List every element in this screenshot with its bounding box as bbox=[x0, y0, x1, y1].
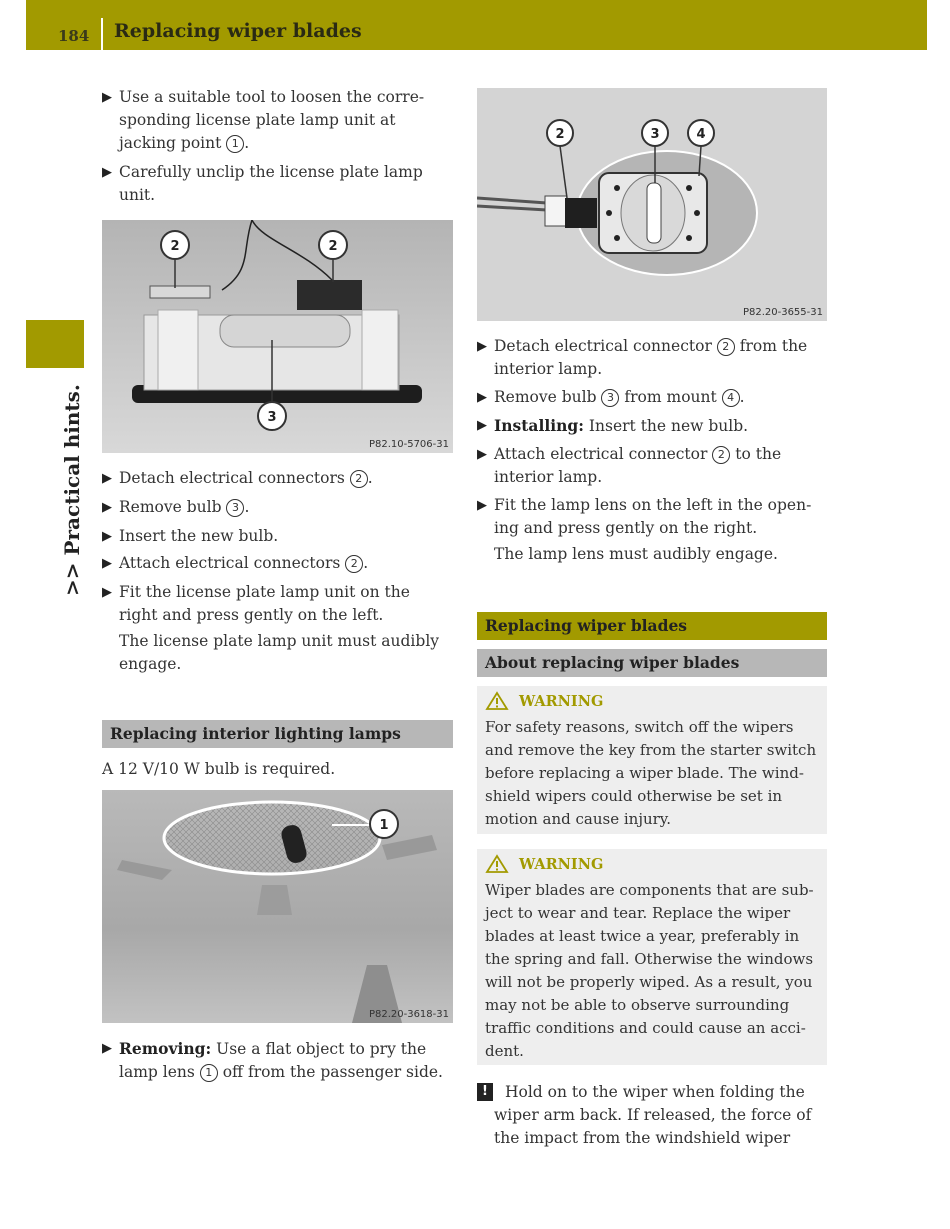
bullet-arrow-icon: ▶ bbox=[477, 390, 487, 405]
figure-code: P82.20-3618-31 bbox=[368, 1009, 449, 1020]
step-installing: ▶ Installing: Insert the new bulb. bbox=[477, 416, 749, 435]
page-title: Replacing wiper blades bbox=[114, 20, 362, 42]
header-divider bbox=[101, 18, 103, 50]
heading-replacing-wiper-blades: Replacing wiper blades bbox=[477, 612, 827, 640]
bulb-requirement: A 12 V/10 W bulb is required. bbox=[102, 760, 336, 778]
step-fit-lamp-unit: ▶ Fit the license plate lamp unit on the right and press gently on the left. bbox=[102, 583, 410, 624]
figure-code: P82.20-3655-31 bbox=[742, 307, 823, 318]
callout-number: 1 bbox=[226, 135, 244, 153]
heading-about-replacing: About replacing wiper blades bbox=[477, 649, 827, 677]
warning-triangle-icon bbox=[485, 691, 509, 711]
callout-3: 3 bbox=[267, 410, 277, 425]
warning-header: WARNING bbox=[477, 686, 827, 716]
notice-hold-wiper: ! Hold on to the wiper when folding the wiper arm back. If released, the force of the impact from the windshield wiper bbox=[477, 1081, 837, 1150]
warning-text: For safety reasons, switch off the wipers and remove the key from the starter switch before replacing a wiper blade. The wind- shield wipers could otherwise be set in motion and cause injury. bbox=[485, 718, 817, 828]
section-side-label bbox=[60, 384, 90, 816]
bullet-arrow-icon: ▶ bbox=[102, 585, 112, 600]
callout-2-left: 2 bbox=[170, 239, 180, 254]
lamp-steps bbox=[102, 467, 462, 676]
intro-steps bbox=[102, 86, 457, 207]
figure-license-plate-lamp bbox=[102, 220, 453, 453]
bullet-arrow-icon: ▶ bbox=[477, 339, 487, 354]
step-insert-bulb: ▶ Insert the new bulb. bbox=[102, 525, 462, 548]
note-lens-engage: The lamp lens must audibly engage. bbox=[494, 545, 778, 563]
callout-1: 1 bbox=[379, 818, 389, 833]
warning-header: WARNING bbox=[477, 849, 827, 879]
note-audibly-engage: The license plate lamp unit must audibly engage. bbox=[119, 632, 440, 673]
step-loosen: ▶ Use a suitable tool to loosen the corre- sponding license plate lamp unit at jacking point 1 . bbox=[102, 88, 425, 152]
figure-lamp-detail bbox=[477, 88, 827, 321]
notice-exclamation-icon: ! bbox=[477, 1083, 493, 1101]
callout-4: 4 bbox=[696, 127, 706, 142]
warning-text: Wiper blades are components that are sub- ject to wear and tear. Replace the wiper blades at least twice a year, preferably in the spring and fall. Otherwise the windows will not be properly wiped. As a result, you may not be able to observe surrounding traffic conditions and could cause an acci- dent. bbox=[485, 881, 814, 1060]
step-fit-lamp-lens: ▶ Fit the lamp lens on the left in the open- ing and press gently on the right. bbox=[477, 496, 812, 537]
figure-interior-lamp bbox=[102, 790, 453, 1023]
bullet-arrow-icon: ▶ bbox=[102, 90, 112, 105]
heading-interior-lighting: Replacing interior lighting lamps bbox=[102, 720, 453, 748]
interior-lamp-steps bbox=[477, 335, 837, 566]
step-detach-connector: ▶ Detach electrical connector 2 from the interior lamp. bbox=[477, 337, 808, 378]
bullet-arrow-icon: ▶ bbox=[102, 556, 112, 571]
lamp-detail-illustration bbox=[477, 88, 827, 321]
callout-3: 3 bbox=[650, 127, 660, 142]
bullet-arrow-icon: ▶ bbox=[102, 529, 112, 544]
page-number: 184 bbox=[58, 27, 90, 45]
warning-box-wear bbox=[477, 849, 827, 1065]
step-attach-connectors: ▶ Attach electrical connectors 2 . bbox=[102, 552, 462, 575]
warning-triangle-icon bbox=[485, 854, 509, 874]
bullet-arrow-icon: ▶ bbox=[477, 498, 487, 513]
callout-2-right: 2 bbox=[328, 239, 338, 254]
step-removing: ▶ Removing: Use a flat object to pry the lamp lens 1 off from the passenger side. bbox=[102, 1039, 443, 1081]
step-attach-connector: ▶ Attach electrical connector 2 to the interior lamp. bbox=[477, 445, 782, 486]
warning-box-safety bbox=[477, 686, 827, 834]
bullet-arrow-icon: ▶ bbox=[102, 500, 112, 515]
bullet-arrow-icon: ▶ bbox=[102, 471, 112, 486]
bullet-arrow-icon: ▶ bbox=[477, 447, 487, 462]
bullet-arrow-icon: ▶ bbox=[477, 418, 487, 433]
figure-code: P82.10-5706-31 bbox=[368, 439, 449, 450]
license-plate-lamp-illustration bbox=[102, 220, 453, 453]
bullet-arrow-icon: ▶ bbox=[102, 165, 112, 180]
step-remove-bulb-mount: ▶ Remove bulb 3 from mount 4 . bbox=[477, 386, 837, 409]
bullet-arrow-icon: ▶ bbox=[102, 1041, 112, 1056]
step-remove-bulb: ▶ Remove bulb 3 . bbox=[102, 496, 462, 519]
interior-lamp-illustration bbox=[102, 790, 453, 1023]
section-side-label-text: >> Practical hints. bbox=[60, 384, 84, 596]
page-header bbox=[26, 0, 927, 50]
section-tab-marker bbox=[26, 320, 84, 368]
callout-2: 2 bbox=[555, 127, 565, 142]
step-unclip: ▶ Carefully unclip the license plate lamp unit. bbox=[102, 163, 423, 204]
step-detach-connectors: ▶ Detach electrical connectors 2 . bbox=[102, 467, 462, 490]
